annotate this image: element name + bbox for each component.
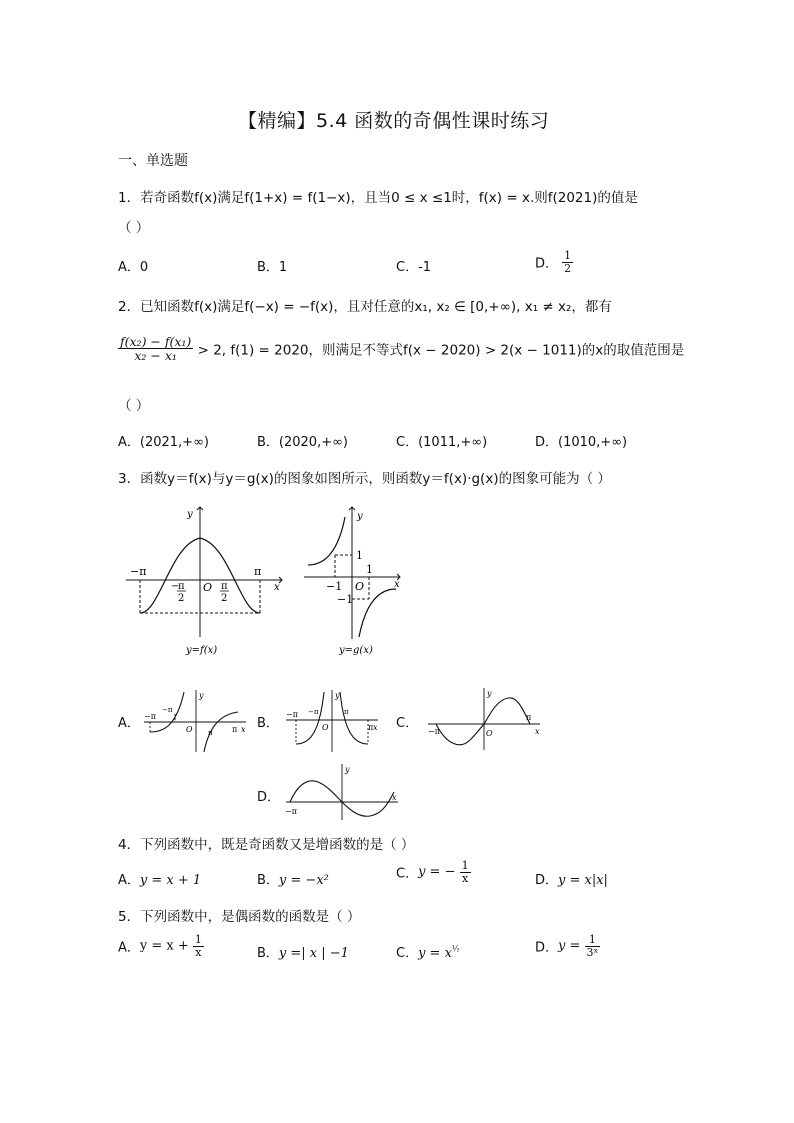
origin-label: O: [203, 581, 213, 594]
q2-option-a[interactable]: A．(2021,+∞): [118, 435, 209, 450]
pi-label: π: [526, 713, 532, 722]
pi-label: π: [368, 723, 374, 732]
question-1-text: 若奇函数f(x)满足f(1+x) = f(1−x)，且当0 ≤ x ≤1时，f(x) = x.则f(2021)的值是: [140, 190, 638, 206]
q3-option-c[interactable]: C．: [396, 716, 419, 731]
y-label: y: [357, 511, 363, 522]
q1-option-b[interactable]: B．1: [257, 260, 288, 275]
q4-option-a-label: A．: [118, 873, 140, 888]
fraction-numerator: 1: [461, 859, 469, 872]
neg-half-pi-label: −π: [162, 706, 173, 714]
question-1: [118, 186, 638, 206]
g-left-branch: [308, 517, 345, 565]
q5-option-c[interactable]: [396, 942, 460, 961]
label-y-neg1: −1: [337, 593, 354, 606]
q1-option-c[interactable]: C．-1: [396, 260, 432, 275]
y-label: y: [487, 689, 492, 698]
question-1-number: 1．: [118, 190, 141, 206]
neg-half-pi-num: π: [178, 581, 185, 592]
q4-option-b-label: B．: [257, 873, 279, 888]
q5-option-c-exponent: ½: [451, 944, 460, 954]
curve: [436, 698, 530, 745]
origin-label: O: [186, 725, 193, 734]
x-label: x: [392, 793, 397, 802]
q3-option-d[interactable]: D．: [257, 790, 281, 805]
x-label: x: [241, 725, 246, 734]
q1-option-d-label: D．: [535, 256, 559, 272]
pi-label: π: [232, 725, 238, 734]
branch-right: [340, 692, 368, 744]
y-label: y: [199, 691, 204, 700]
fraction-numerator: 1: [564, 249, 572, 262]
neg-pi-label: −π: [285, 807, 297, 816]
half-pi-label: π: [208, 729, 213, 737]
q4-option-d-expr: y = x|x|: [558, 873, 608, 888]
q1-option-d[interactable]: [535, 250, 573, 274]
fraction-denominator: 3ˣ: [586, 945, 599, 959]
y-label: y: [345, 765, 350, 774]
graph-f-caption: y=f(x): [186, 645, 218, 656]
half-pi-num: π: [221, 581, 228, 592]
q5-option-a-label: A．: [118, 940, 140, 956]
q5-option-d-label: D．: [535, 940, 559, 956]
neg-pi-label: −π: [144, 712, 156, 721]
q3-option-b-graph[interactable]: [282, 688, 382, 754]
q3-option-d-graph[interactable]: [282, 762, 402, 822]
question-1-answer-blank: （ ）: [118, 220, 150, 236]
q3-option-a[interactable]: A．: [118, 716, 140, 731]
q2-option-d[interactable]: D．(1010,+∞): [535, 435, 628, 450]
section-heading: 一、单选题: [118, 153, 188, 169]
difference-quotient-fraction: [118, 335, 193, 362]
neg-pi-label: −π: [286, 710, 298, 719]
q3-option-a-graph[interactable]: [140, 688, 250, 754]
g-right-branch: [359, 589, 396, 637]
q4-option-b-expr: y = −x²: [278, 873, 329, 888]
neg-half-pi-minus: −: [171, 581, 180, 592]
q5-option-c-label: C．: [396, 946, 419, 961]
half-pi-den: 2: [221, 593, 228, 604]
pi-label: π: [254, 565, 262, 578]
question-2-tail: > 2, f(1) = 2020，则满足不等式f(x − 2020) > 2(x − 1011)的x的取值范围是: [197, 342, 685, 359]
q4-option-c-label: C．: [396, 866, 419, 882]
q4-option-b[interactable]: [257, 869, 329, 888]
question-2-inequality: [118, 335, 684, 362]
origin-label: O: [355, 580, 365, 593]
y-label: y: [187, 509, 193, 520]
origin-label: O: [322, 723, 329, 732]
label-x-neg1: −1: [326, 580, 343, 593]
q5-option-b[interactable]: [257, 942, 349, 961]
q1-option-d-fraction: [562, 250, 573, 274]
neg-pi-label: −π: [130, 565, 147, 578]
q2-option-b[interactable]: B．(2020,+∞): [257, 435, 349, 450]
x-label: x: [373, 723, 378, 732]
fraction-denominator: x₂ − x₁: [134, 348, 177, 364]
fraction-denominator: 2: [564, 261, 572, 275]
q4-option-c-fraction: [460, 860, 471, 884]
q5-option-a-fraction: [193, 934, 204, 958]
q5-option-b-label: B．: [257, 946, 279, 961]
x-label: x: [274, 582, 280, 593]
q5-option-b-expr: y =| x | −1: [278, 946, 349, 961]
q5-option-c-expr: y = x: [418, 946, 452, 961]
x-label: x: [394, 579, 400, 590]
x-label: x: [535, 727, 540, 736]
fraction-denominator: x: [462, 871, 469, 885]
graph-g-figure: [300, 505, 410, 665]
question-4: 4．下列函数中，既是奇函数又是增函数的是（ ）: [118, 837, 415, 853]
label-x-1: 1: [366, 563, 373, 576]
fraction-numerator: f(x₂) − f(x₁): [120, 334, 192, 349]
q5-option-d-fraction: [585, 934, 601, 958]
branch-left: [296, 692, 324, 744]
q5-option-a[interactable]: [118, 934, 204, 958]
y-label: y: [335, 691, 340, 700]
q5-option-a-expr: y = x +: [139, 938, 189, 954]
question-2-answer-blank: （ ）: [118, 398, 150, 414]
label-y-1: 1: [356, 549, 363, 562]
question-5: 5．下列函数中，是偶函数的函数是（ ）: [118, 909, 361, 925]
neg-pi-label: −π: [428, 727, 440, 736]
origin-label: O: [486, 729, 493, 738]
graph-f-figure: [120, 505, 290, 665]
neg-half-pi-den: 2: [178, 593, 185, 604]
q4-option-c-expr: y = −: [418, 864, 456, 880]
question-2: 2．已知函数f(x)满足f(−x) = −f(x)，且对任意的x₁, x₂ ∈ [0,+∞), x₁ ≠ x₂，都有: [118, 299, 612, 315]
q5-option-d-expr: y =: [558, 938, 581, 954]
q3-option-c-graph[interactable]: [424, 686, 544, 752]
neg-half-pi-label: −π: [308, 708, 319, 716]
fraction-denominator: x: [195, 945, 202, 959]
q4-option-d[interactable]: [535, 869, 608, 888]
fraction-numerator: 1: [194, 933, 202, 946]
q4-option-a-expr: y = x + 1: [139, 873, 202, 888]
q4-option-a[interactable]: [118, 869, 201, 888]
q1-option-a[interactable]: A．0: [118, 260, 149, 275]
q3-option-b[interactable]: B．: [257, 716, 279, 731]
half-pi-label: π: [344, 708, 349, 716]
question-3: 3．函数y＝f(x)与y＝g(x)的图象如图所示，则函数y＝f(x)·g(x)的图象可能为（ ）: [118, 471, 611, 487]
q5-option-d[interactable]: [535, 934, 600, 958]
q2-option-c[interactable]: C．(1011,+∞): [396, 435, 488, 450]
fraction-numerator: 1: [585, 934, 601, 947]
q4-option-c[interactable]: [396, 860, 471, 884]
q4-option-d-label: D．: [535, 873, 559, 888]
page-title: 【精编】5.4 函数的奇偶性课时练习: [238, 110, 550, 132]
graph-g-caption: y=g(x): [339, 645, 373, 656]
